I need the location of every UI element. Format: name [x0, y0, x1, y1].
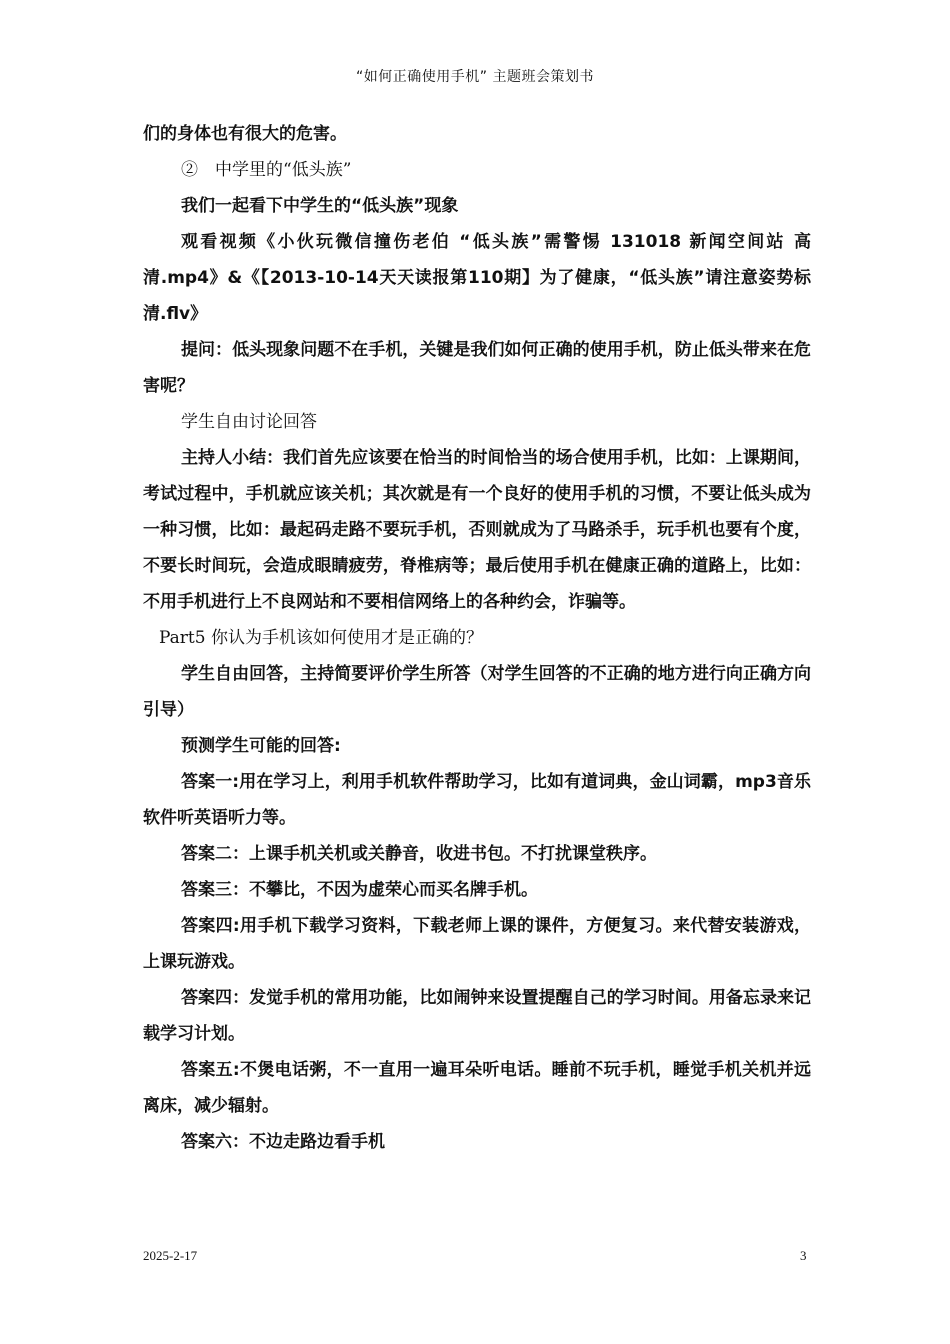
footer-page-number: 3 — [800, 1248, 807, 1263]
paragraph-video-list: 观看视频《小伙玩微信撞伤老伯 “低头族”需警惕 131018 新闻空间站 高清.mp4》&《【2013-10-14天天读报第110期】为了健康，“低头族”请注意姿势标清.flv》 — [143, 232, 811, 324]
paragraph-discussion: 学生自由讨论回答 — [181, 412, 317, 432]
answer-item: 答案四:用手机下载学习资料，下载老师上课的课件，方便复习。来代替安装游戏，上课玩游戏。 — [143, 916, 811, 972]
paragraph-question: 提问：低头现象问题不在手机，关键是我们如何正确的使用手机，防止低头带来在危害呢？ — [143, 340, 811, 396]
answer-item: 答案四：发觉手机的常用功能，比如闹钟来设置提醒自己的学习时间。用备忘录来记载学习计划。 — [143, 988, 811, 1044]
paragraph-subheading: ② 中学里的“低头族” — [181, 160, 352, 180]
answer-item: 答案二：上课手机关机或关静音，收进书包。不打扰课堂秩序。 — [181, 844, 657, 864]
paragraph-continuation: 们的身体也有很大的危害。 — [143, 124, 347, 144]
paragraph: 我们一起看下中学生的“低头族”现象 — [181, 196, 459, 216]
paragraph: 学生自由回答，主持简要评价学生所答（对学生回答的不正确的地方进行向正确方向引导） — [143, 664, 811, 720]
answer-item: 答案一:用在学习上，利用手机软件帮助学习，比如有道词典，金山词霸，mp3音乐软件听英语听力等。 — [143, 772, 811, 828]
paragraph: 预测学生可能的回答: — [181, 736, 341, 756]
answer-item: 答案六：不边走路边看手机 — [181, 1132, 385, 1152]
answer-item: 答案五:不煲电话粥，不一直用一遍耳朵听电话。睡前不玩手机，睡觉手机关机并远离床，减少辐射。 — [143, 1060, 811, 1116]
paragraph-host-summary: 主持人小结：我们首先应该要在恰当的时间恰当的场合使用手机，比如：上课期间，考试过程中，手机就应该关机；其次就是有一个良好的使用手机的习惯，不要让低头成为一种习惯，比如：最起码走路不要玩手机，否则就成为了马路杀手，玩手机也要有个度，不要长时间玩，会造成眼睛疲劳，脊椎病等；最后使用手机在健康正确的道路上，比如：不用手机进行上不良网站和不要相信网络上的各种约会，诈骗等。 — [143, 448, 811, 612]
answer-item: 答案三：不攀比，不因为虚荣心而买名牌手机。 — [181, 880, 538, 900]
document-body — [143, 116, 811, 1160]
page-header-title: “如何正确使用手机” 主题班会策划书 — [356, 69, 594, 85]
part-heading: Part5 你认为手机该如何使用才是正确的？ — [159, 628, 483, 648]
footer-date: 2025-2-17 — [143, 1248, 198, 1263]
